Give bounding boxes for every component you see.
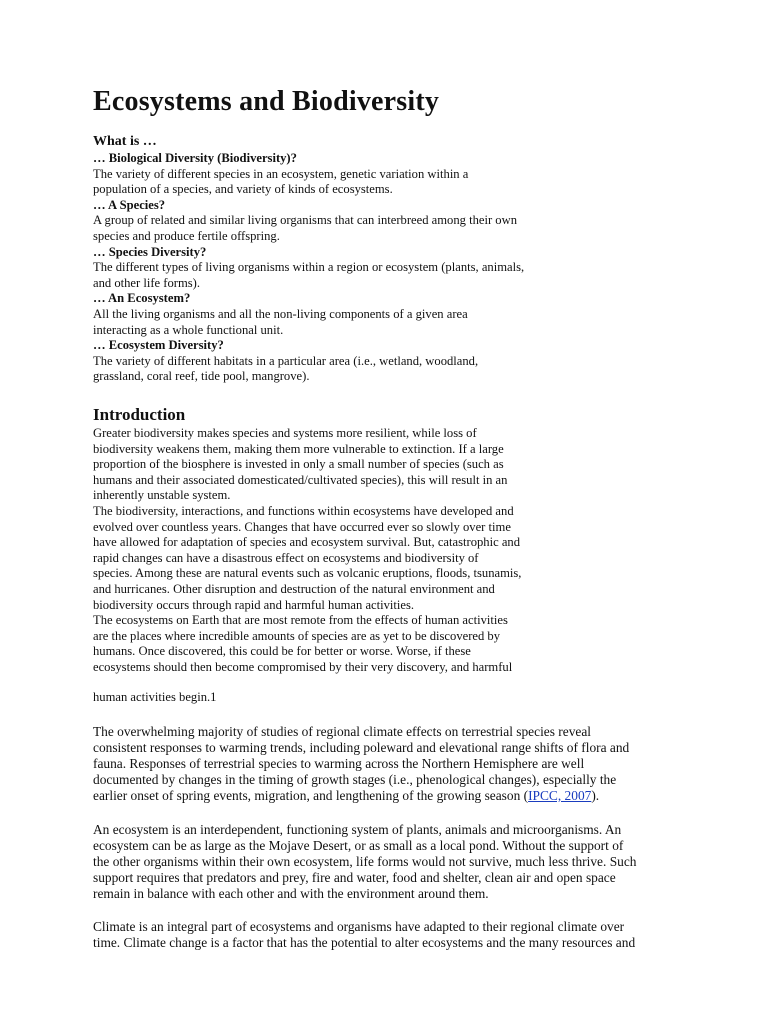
definition-ecosystem-diversity (93, 338, 524, 385)
definition-text: species and produce fertile offspring. (93, 228, 280, 243)
body-line: are the places where incredible amounts of species are as yet to be discovered by (93, 628, 501, 643)
body-line: humans. Once discovered, this could be for better or worse. Worse, if these (93, 644, 471, 659)
body-line: consistent responses to warming trends, including poleward and elevational range shifts of flora and (93, 740, 630, 755)
body-line: proportion of the biosphere is invested in only a small number of species (such as (93, 457, 504, 472)
what-is-section (93, 133, 524, 385)
definition-text: and other life forms). (93, 275, 201, 290)
body-line: Climate is an integral part of ecosystems and organisms have adapted to their regional climate over (93, 919, 625, 934)
introduction-body (93, 426, 521, 676)
body-line: The ecosystems on Earth that are most remote from the effects of human activities (93, 613, 508, 628)
definition-text: The different types of living organisms within a region or ecosystem (plants, animals, (93, 260, 525, 275)
definition-text: The variety of different habitats in a particular area (i.e., wetland, woodland, (93, 353, 479, 368)
definition-question: … An Ecosystem? (93, 291, 191, 306)
body-line: time. Climate change is a factor that has the potential to alter ecosystems and the many resources and (93, 935, 636, 950)
body-line: have allowed for adaptation of species and ecosystem survival. But, catastrophic and (93, 535, 521, 550)
body-line: evolved over countless years. Changes that have occurred ever so slowly over time (93, 519, 511, 534)
body-line: support requires that predators and prey, fire and water, food and shelter, clean air and open space (93, 870, 616, 885)
ipcc-citation-link[interactable]: IPCC, 2007 (528, 788, 592, 803)
definition-text: grassland, coral reef, tide pool, mangrove). (93, 369, 310, 384)
body-line: The biodiversity, interactions, and functions within ecosystems have developed and (93, 503, 514, 518)
definition-question: … Ecosystem Diversity? (93, 338, 224, 353)
body-line: The overwhelming majority of studies of regional climate effects on terrestrial species reveal (93, 724, 591, 739)
body-line: biodiversity occurs through rapid and harmful human activities. (93, 597, 415, 612)
body-line: ecosystem can be as large as the Mojave Desert, or as small as a local pond. Without the support of (93, 838, 624, 853)
definition-ecosystem (93, 291, 524, 338)
climate-paragraph (93, 919, 635, 951)
definition-species (93, 198, 524, 245)
what-is-heading: What is … (93, 134, 157, 149)
body-line: the other organisms within their own ecosystem, life forms would not survive, much less thrive. Such (93, 854, 637, 869)
definition-species-diversity (93, 245, 524, 292)
body-line: humans and their associated domesticated/cultivated species), this will result in an (93, 472, 508, 487)
body-line: ecosystems should then become compromised by their very discovery, and harmful (93, 659, 513, 674)
definition-question: … Biological Diversity (Biodiversity)? (93, 151, 297, 165)
body-line: remain in balance with each other and with the environment around them. (93, 886, 489, 901)
definition-question: … A Species? (93, 197, 166, 212)
definition-biodiversity (93, 151, 524, 198)
definition-text: All the living organisms and all the non-living components of a given area (93, 306, 468, 321)
ecosystem-paragraph (93, 822, 636, 902)
page-title: Ecosystems and Biodiversity (93, 86, 440, 117)
climate-effects-paragraph (93, 724, 629, 804)
body-line (93, 788, 629, 804)
definition-question: … Species Diversity? (93, 244, 207, 259)
body-line: Greater biodiversity makes species and systems more resilient, while loss of (93, 426, 477, 440)
body-line: biodiversity weakens them, making them more vulnerable to extinction. If a large (93, 441, 504, 456)
body-line: and hurricanes. Other disruption and destruction of the natural environment and (93, 581, 495, 596)
body-line: documented by changes in the timing of growth stages (i.e., phenological changes), especially the (93, 772, 617, 787)
body-line: human activities begin.1 (93, 690, 217, 704)
body-line-text: ). (591, 788, 600, 803)
body-line: inherently unstable system. (93, 488, 231, 503)
body-line: An ecosystem is an interdependent, functioning system of plants, animals and microorganisms. An (93, 822, 622, 837)
introduction-tail (93, 690, 216, 706)
definition-text: The variety of different species in an ecosystem, genetic variation within a (93, 166, 469, 181)
definition-text: population of a species, and variety of kinds of ecosystems. (93, 182, 393, 197)
body-line: species. Among these are natural events such as volcanic eruptions, floods, tsunamis, (93, 566, 522, 581)
introduction-heading: Introduction (93, 405, 186, 424)
definition-text: interacting as a whole functional unit. (93, 322, 284, 337)
definition-text: A group of related and similar living organisms that can interbreed among their own (93, 213, 517, 228)
body-line: fauna. Responses of terrestrial species to warming across the Northern Hemisphere are well (93, 756, 585, 771)
body-line-text: earlier onset of spring events, migration, and lengthening of the growing season ( (93, 788, 529, 803)
body-line: rapid changes can have a disastrous effect on ecosystems and biodiversity of (93, 550, 479, 565)
